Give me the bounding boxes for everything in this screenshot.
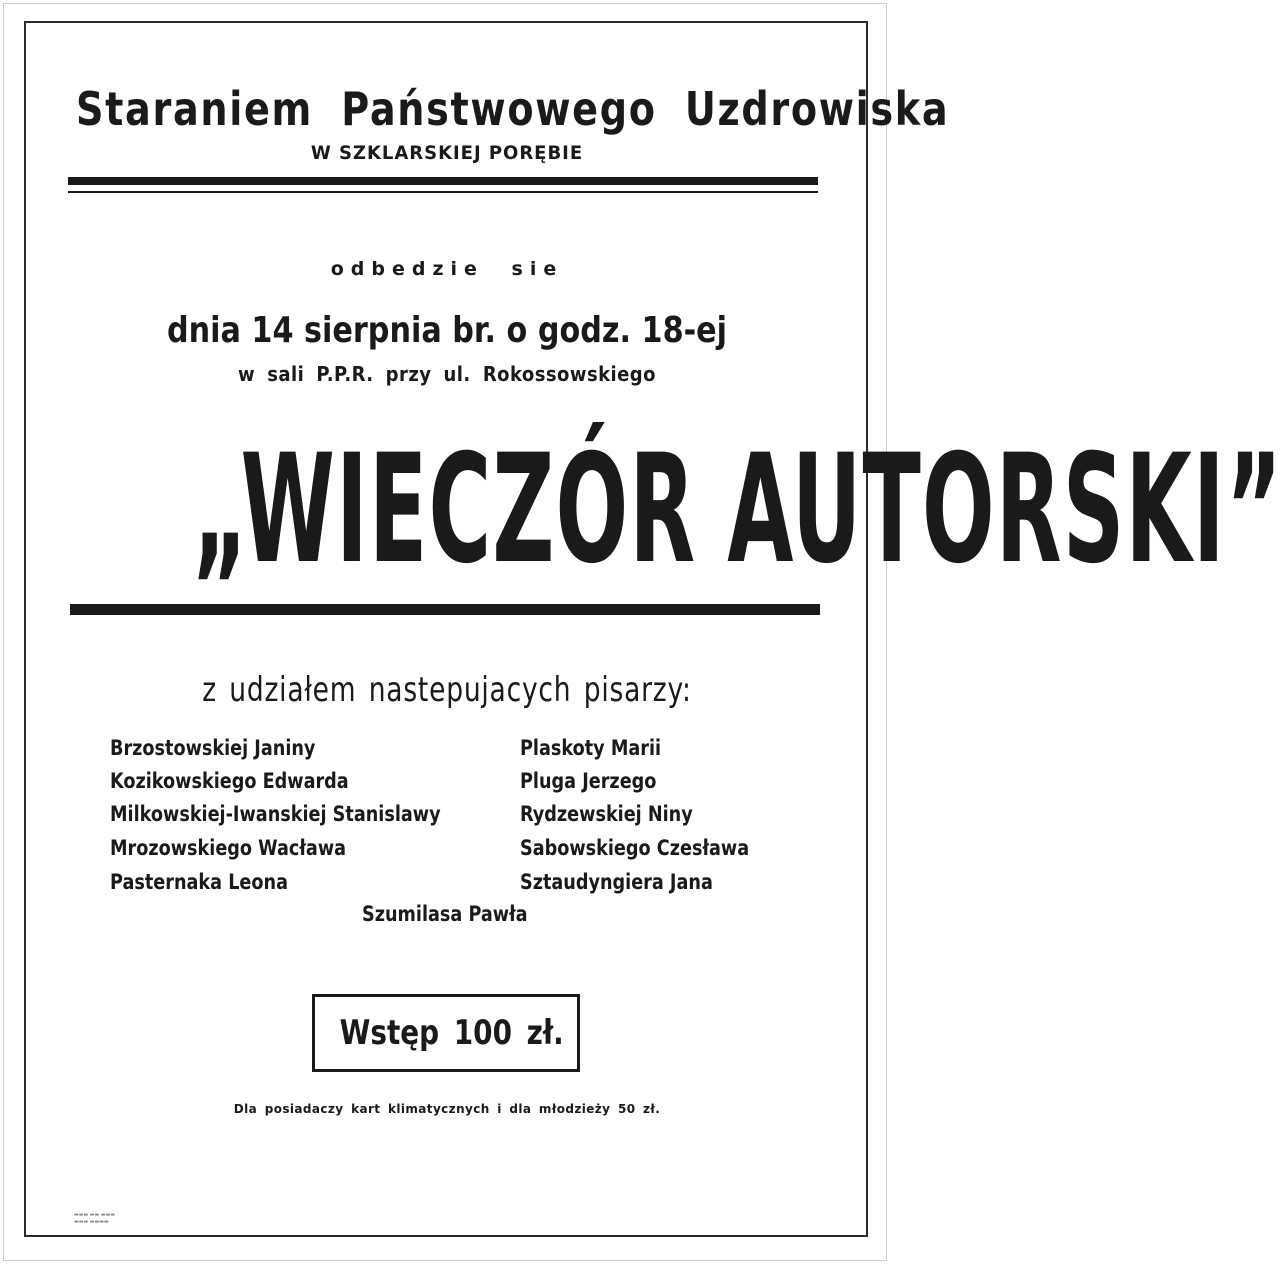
title-rule: [70, 604, 820, 615]
event-title: „WIECZÓR AUTORSKI”: [192, 423, 1283, 597]
header-rule-thick: [68, 177, 818, 185]
event-intro: odbedzie sie: [330, 258, 564, 280]
writer-left-1: Brzostowskiej Janiny: [110, 736, 316, 760]
writer-right-2: Pluga Jerzego: [520, 769, 657, 793]
header-rule-thin: [68, 191, 818, 193]
writer-right-4: Sabowskiego Czesława: [520, 836, 750, 860]
writer-right-5: Sztaudyngiera Jana: [520, 870, 713, 894]
admission-price: Wstęp 100 zł.: [339, 1013, 564, 1053]
writer-left-5: Pasternaka Leona: [110, 870, 288, 894]
event-location: w sali P.P.R. przy ul. Rokossowskiego: [238, 362, 656, 386]
writer-right-1: Plaskoty Marii: [520, 736, 662, 760]
writer-left-2: Kozikowskiego Edwarda: [110, 769, 349, 793]
printer-imprint: ▬▬▬ ▬▬ ▬▬▬ ▬▬▬ ▬▬▬▬: [74, 1212, 115, 1225]
writers-heading: z udziałem nastepujacych pisarzy:: [202, 670, 692, 710]
writer-left-3: Milkowskiej-Iwanskiej Stanislawy: [110, 802, 441, 826]
writer-right-3: Rydzewskiej Niny: [520, 802, 693, 826]
admission-note: Dla posiadaczy kart klimatycznych i dla młodzieży 50 zł.: [233, 1102, 661, 1116]
admission-box: [312, 994, 580, 1072]
writer-center: Szumilasa Pawła: [362, 902, 528, 926]
event-date: dnia 14 sierpnia br. o godz. 18-ej: [166, 310, 728, 351]
writer-left-4: Mrozowskiego Wacława: [110, 836, 347, 860]
header-title: Staraniem Państwowego Uzdrowiska: [75, 82, 950, 136]
header-subtitle: W SZKLARSKIEJ PORĘBIE: [310, 142, 584, 164]
